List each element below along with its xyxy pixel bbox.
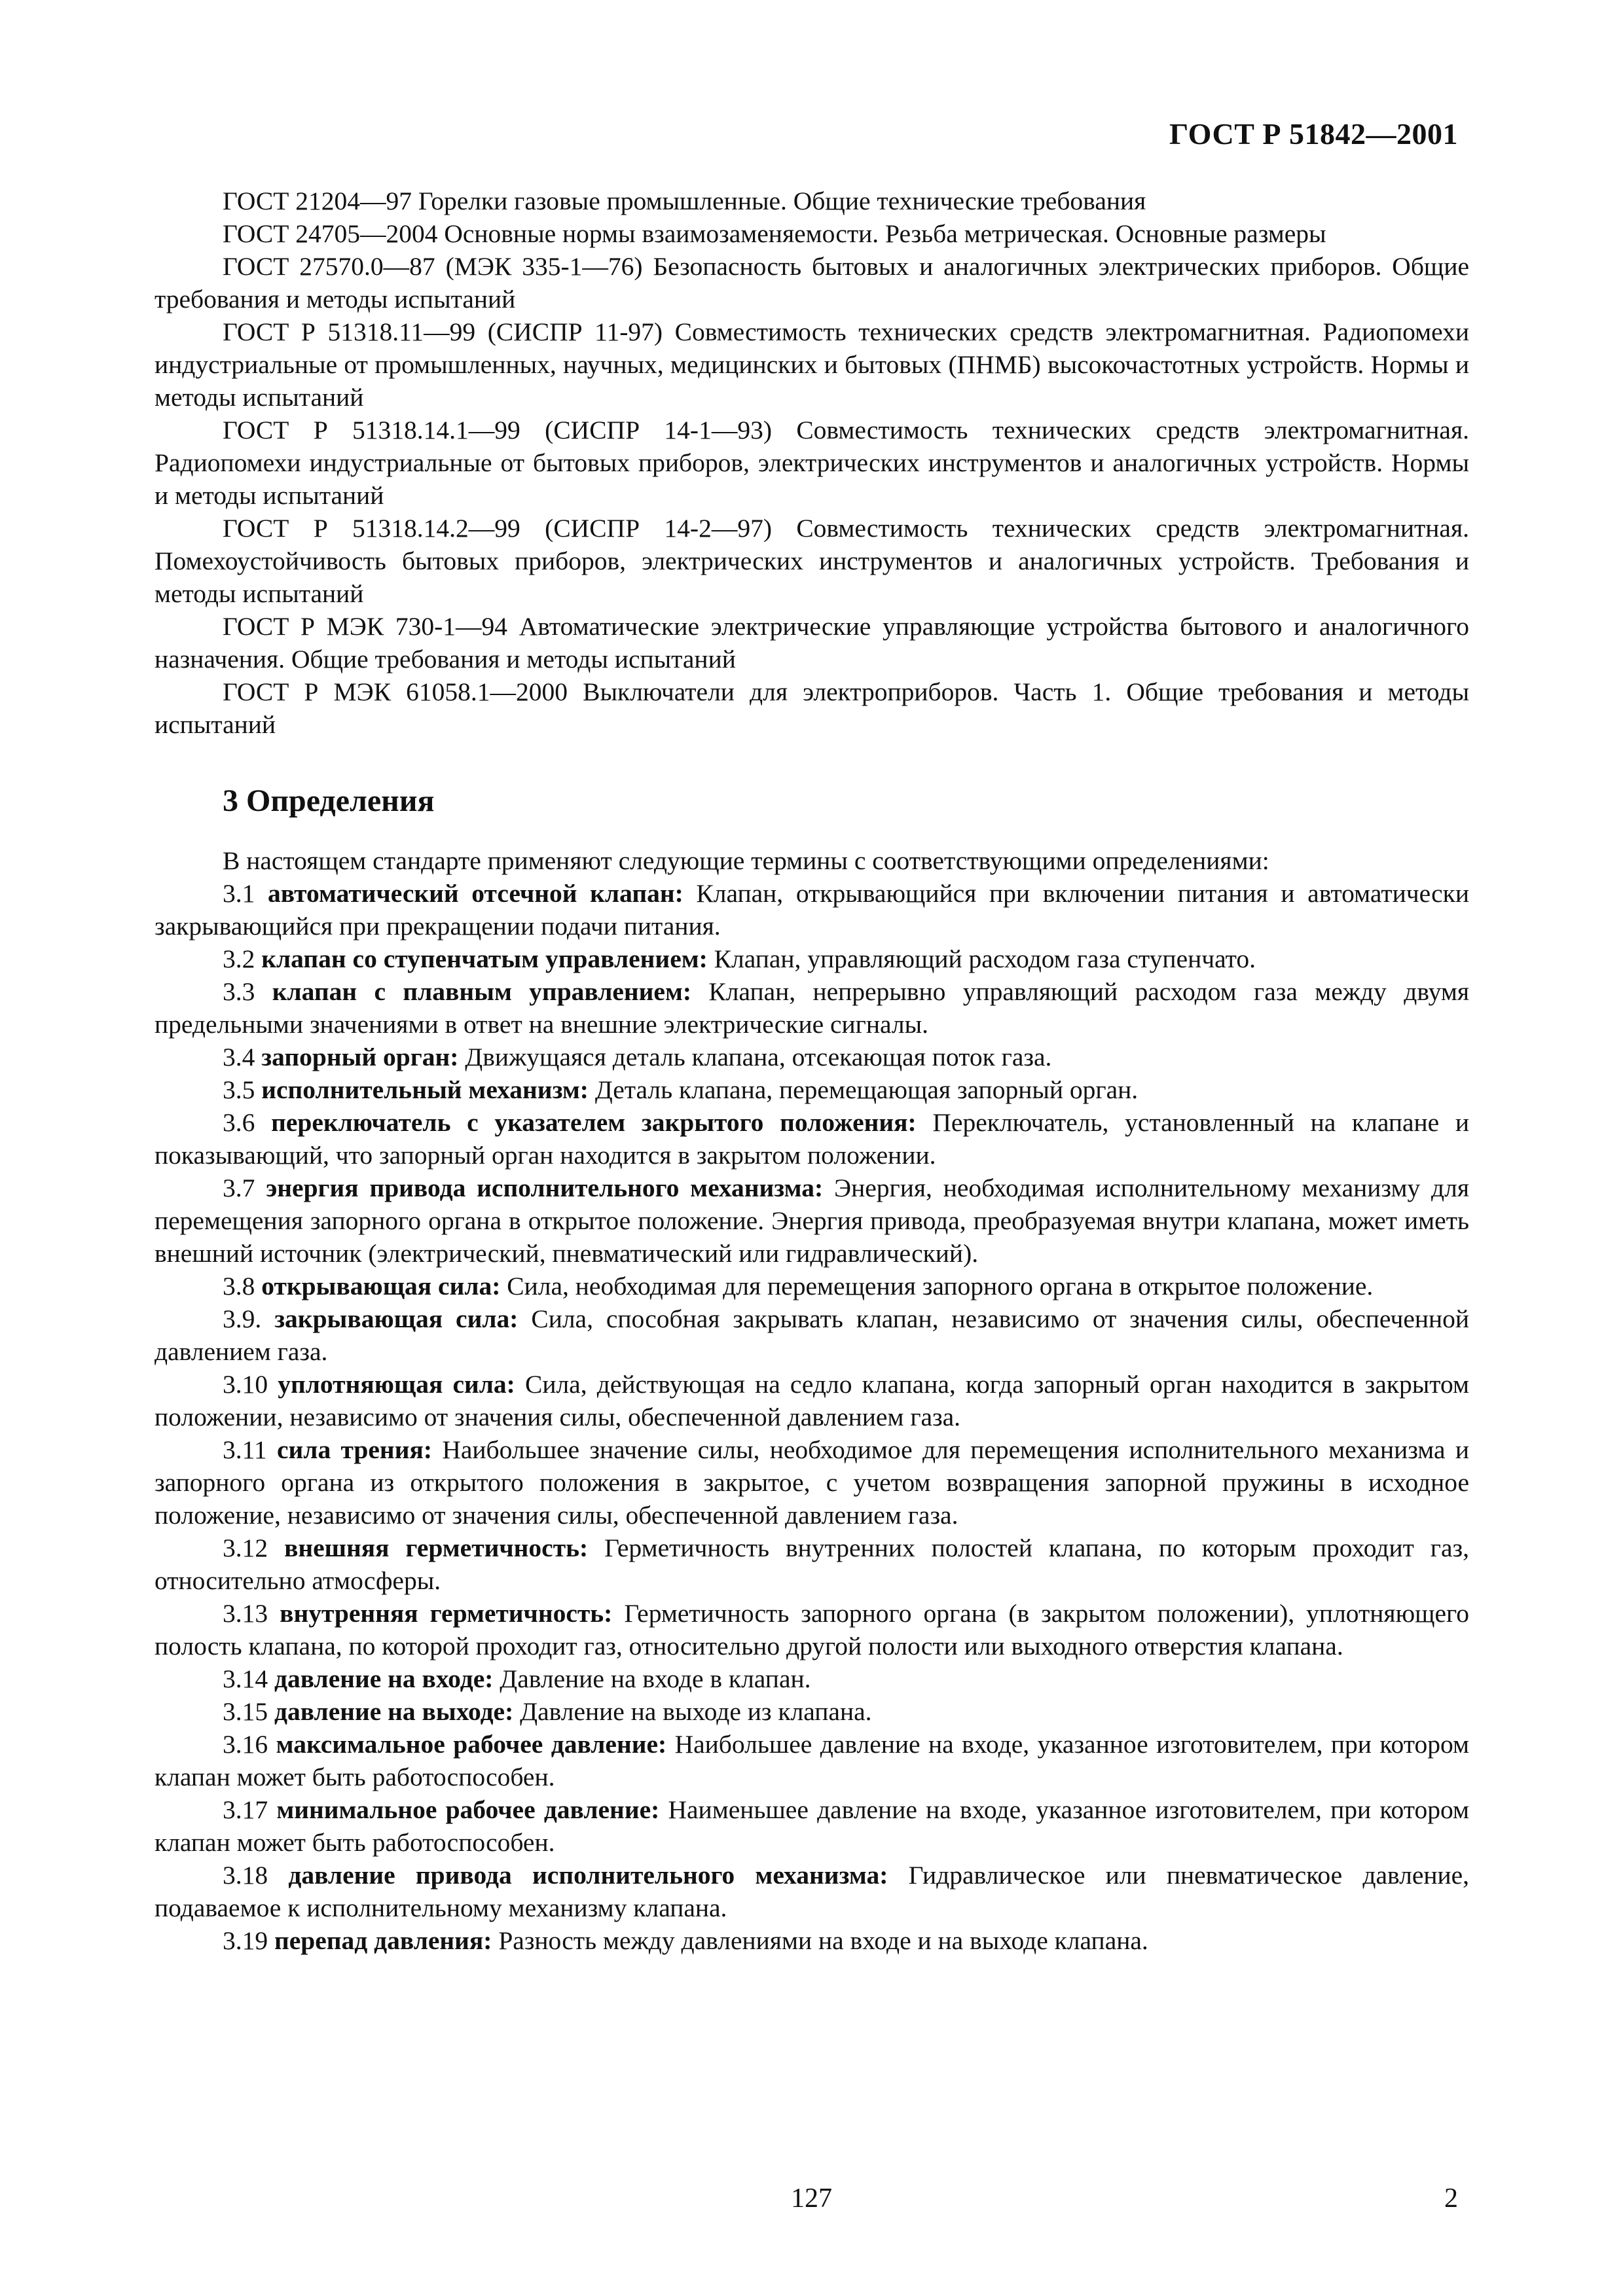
definition-item [155,1695,1469,1728]
definition-number: 3.18 [223,1861,268,1890]
definition-text: Движущаяся деталь клапана, отсекающая поток газа. [465,1043,1052,1071]
definition-term: переключатель с указателем закрытого положения: [271,1108,917,1137]
definition-number: 3.16 [223,1730,268,1759]
definition-text: Клапан, открывающийся при включении питания и автоматически закрывающийся при прекращении подачи питания. [155,879,1469,941]
definition-text: Разность между давлениями на входе и на выходе клапана. [498,1926,1148,1955]
definition-item [155,877,1469,942]
definition-term: исполнительный механизм: [261,1075,589,1104]
definition-term: сила трения: [277,1435,432,1464]
definition-term: запорный орган: [261,1043,459,1071]
definition-term: давление на входе: [274,1664,494,1693]
definition-number: 3.4 [223,1043,255,1071]
definition-text: Сила, действующая на седло клапана, когда запорный орган находится в закрытом положении, независимо от значения силы, обеспеченной давлением газа. [155,1370,1469,1431]
definition-number: 3.8 [223,1272,255,1300]
definition-item [155,942,1469,975]
definition-number: 3.12 [223,1534,268,1562]
definition-number: 3.11 [223,1435,267,1464]
definition-item [155,975,1469,1041]
definition-number: 3.1 [223,879,255,908]
definition-text: Наибольшее значение силы, необходимое для перемещения исполнительного механизма и запорного органа из открытого положения в закрытое, с учетом возвращения запорной пружины в исходное положение, независимо от значения силы, обеспеченной давлением газа. [155,1435,1470,1530]
section-intro: В настоящем стандарте применяют следующие термины с соответствующими определениями: [223,846,1269,875]
definition-item [155,1728,1469,1793]
definition-item [155,1302,1469,1368]
definition-number: 3.10 [223,1370,268,1399]
definition-term: клапан со ступенчатым управлением: [261,944,708,973]
definition-text: Герметичность запорного органа (в закрытом положении), уплотняющего полость клапана, по которой проходит газ, относительно другой полости или выходного отверстия клапана. [155,1599,1469,1660]
definition-number: 3.2 [223,944,255,973]
definition-item [155,1073,1469,1106]
reference-item: ГОСТ 27570.0—87 (МЭК 335-1—76) Безопасность бытовых и аналогичных электрических приборов. Общие требования и методы испытаний [155,252,1469,314]
definition-term: автоматический отсечной клапан: [268,879,684,908]
document-body [155,185,1469,1957]
definition-term: внешняя герметичность: [284,1534,589,1562]
definition-text: Наибольшее давление на входе, указанное изготовителем, при котором клапан может быть работоспособен. [155,1730,1469,1791]
definition-term: давление на выходе: [274,1697,514,1726]
definition-number: 3.17 [223,1795,268,1824]
document-header-id: ГОСТ Р 51842—2001 [1169,117,1458,151]
definition-number: 3.7 [223,1174,255,1202]
definition-term: максимальное рабочее давление: [276,1730,667,1759]
definition-text: Переключатель, установленный на клапане и показывающий, что запорный орган находится в закрытом положении. [155,1108,1470,1170]
reference-item: ГОСТ Р 51318.14.1—99 (СИСПР 14-1—93) Совместимость технических средств электромагнитная. Радиопомехи индустриальные от бытовых приборов, электрических инструментов и аналогичных устройств. Нормы и методы испытаний [155,416,1469,510]
definition-term: внутренняя герметичность: [280,1599,613,1628]
definition-item [155,1793,1469,1859]
definition-item [155,1106,1469,1172]
definition-term: открывающая сила: [261,1272,501,1300]
reference-item: ГОСТ Р 51318.14.2—99 (СИСПР 14-2—97) Совместимость технических средств электромагнитная. Помехоустойчивость бытовых приборов, электрических инструментов и аналогичных устройств. Требования и методы испытаний [155,514,1469,608]
definition-text: Клапан, управляющий расходом газа ступенчато. [714,944,1256,973]
reference-item: ГОСТ Р МЭК 61058.1—2000 Выключатели для электроприборов. Часть 1. Общие требования и методы испытаний [155,677,1469,739]
reference-item: ГОСТ 21204—97 Горелки газовые промышленные. Общие технические требования [223,187,1146,215]
sheet-number: 2 [1444,2183,1458,2214]
definition-text: Наименьшее давление на входе, указанное изготовителем, при котором клапан может быть работоспособен. [155,1795,1470,1857]
definition-item [155,1597,1469,1662]
definition-term: минимальное рабочее давление: [276,1795,660,1824]
definition-number: 3.6 [223,1108,255,1137]
page-number: 127 [791,2183,832,2214]
definition-term: энергия привода исполнительного механизма: [266,1174,824,1202]
definition-text: Деталь клапана, перемещающая запорный орган. [594,1075,1139,1104]
definition-text: Энергия, необходимая исполнительному механизму для перемещения запорного органа в открытое положение. Энергия привода, преобразуемая внутри клапана, может иметь внешний источник (электрический, пневматический или гидравлический). [155,1174,1470,1268]
definition-term: клапан с плавным управлением: [272,977,692,1006]
definition-item [155,1532,1469,1597]
reference-item: ГОСТ Р 51318.11—99 (СИСПР 11-97) Совместимость технических средств электромагнитная. Радиопомехи индустриальные от промышленных, научных, медицинских и бытовых (ПНМБ) высокочастотных устройств. Нормы и методы испытаний [155,317,1469,412]
definition-term: перепад давления: [274,1926,492,1955]
definition-text: Сила, необходимая для перемещения запорного органа в открытое положение. [507,1272,1374,1300]
definition-text: Давление на выходе из клапана. [520,1697,872,1726]
definition-term: закрывающая сила: [274,1304,519,1333]
definition-number: 3.14 [223,1664,268,1693]
definition-text: Гидравлическое или пневматическое давление, подаваемое к исполнительному механизму клапана. [155,1861,1470,1922]
definition-number: 3.13 [223,1599,268,1628]
definition-item [155,1662,1469,1695]
definition-number: 3.5 [223,1075,255,1104]
definition-text: Клапан, непрерывно управляющий расходом газа между двумя предельными значениями в ответ на внешние электрические сигналы. [155,977,1470,1039]
definition-number: 3.3 [223,977,255,1006]
definition-number: 3.9. [223,1304,262,1333]
definition-number: 3.19 [223,1926,268,1955]
definition-number: 3.15 [223,1697,268,1726]
definition-item [155,1368,1469,1433]
definition-item [155,1859,1469,1924]
definition-text: Герметичность внутренних полостей клапана, по которым проходит газ, относительно атмосферы. [155,1534,1470,1595]
definition-item [155,1924,1469,1957]
definition-term: уплотняющая сила: [278,1370,515,1399]
section-heading: 3 Определения [223,783,435,818]
definition-text: Сила, способная закрывать клапан, независимо от значения силы, обеспеченной давлением газа. [155,1304,1470,1366]
definition-item [155,1172,1469,1270]
reference-item: ГОСТ 24705—2004 Основные нормы взаимозаменяемости. Резьба метрическая. Основные размеры [223,219,1326,248]
definition-text: Давление на входе в клапан. [500,1664,811,1693]
reference-item: ГОСТ Р МЭК 730-1—94 Автоматические электрические управляющие устройства бытового и аналогичного назначения. Общие требования и методы испытаний [155,612,1469,673]
definition-item [155,1270,1469,1302]
definition-item [155,1433,1469,1532]
definition-term: давление привода исполнительного механизма: [288,1861,888,1890]
definition-item [155,1041,1469,1073]
